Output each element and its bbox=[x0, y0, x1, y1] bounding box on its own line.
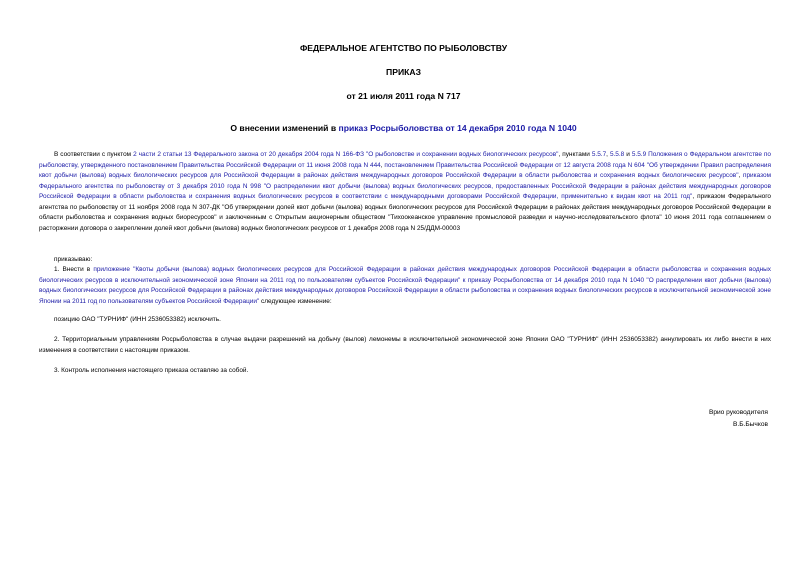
order-date-number: от 21 июля 2011 года N 717 bbox=[346, 91, 461, 101]
preamble-text-5: , bbox=[380, 161, 385, 169]
document-type: ПРИКАЗ bbox=[386, 67, 421, 77]
item-1-paragraph bbox=[39, 265, 771, 307]
signature-block bbox=[709, 407, 768, 431]
signatory-role: Врио руководителя bbox=[708, 409, 768, 416]
position-exclude-line: позицию ОАО "ТУРНИФ" (ИНН 2536053382) исключить. bbox=[54, 316, 221, 323]
link-order-998[interactable]: приказом Федерального агентства по рыболовству от 3 декабря 2010 года N 998 "О распределении квот добычи (вылова) водных биологических ресурсов, предоставленных Российской Федерации в районах действия международных договоров Российской Федерации в области рыболовства и сохранения водных биологических ресурсов в соответствии с международными договорами Российской Федерации, применительно к видам квот на 2011 год" bbox=[39, 172, 771, 200]
item-1-text-2: следующее изменение: bbox=[259, 297, 332, 305]
preamble-text-7: , приказом Федерального агентства по рыболовству от 11 ноября 2008 года N 307-ДК "Об утверждении долей квот добычи (вылова) водных биологических ресурсов для Российской Федерации в районах действия международных договоров Российской Федерации в области рыболовства и сохранения водных биоресурсов" и заключенным с Открытым акционерным обществом "Тихоокеанское управление промысловой разведки и научно-исследовательского флота" 10 июня 2011 года соглашением о расторжении договора о закреплении долей квот добычи (вылова) водных биологических ресурсов от 1 декабря 2008 года N 25/ДДМ-00003 bbox=[39, 193, 771, 232]
link-point-5-5-7[interactable]: 5.5.7 bbox=[591, 151, 607, 158]
title-prefix: О внесении изменений в bbox=[230, 123, 339, 133]
link-regulation-444[interactable]: 5.5.9 Положения о Федеральном агентстве по рыболовству, утвержденного постановлением Правительства Российской Федерации от 11 июня 2008 года N 444 bbox=[39, 151, 772, 169]
title-link[interactable]: приказ Росрыболовства от 14 декабря 2010 года N 1040 bbox=[338, 123, 577, 133]
link-fz-166[interactable]: 2 части 2 статьи 13 Федерального закона от 20 декабря 2004 года N 166-ФЗ "О рыболовстве и сохранении водных биологических ресурсов" bbox=[133, 151, 559, 158]
preamble-text-3: , bbox=[606, 151, 610, 158]
link-appendix-order-1040[interactable]: приложение "Квоты добычи (вылова) водных биологических ресурсов для Российской Федерации в районах действия международных договоров Российской Федерации в области рыболовства и сохранения водных биологических ресурсов в исключительной экономической зоне Японии на 2011 год по пользователям субъектов Российской Федерации" к приказу Росрыболовства от 14 декабря 2010 года N 1040 "О распределении квот добычи (вылова) водных биологических ресурсов для Российской Федерации в районах действия международных договоров Российской Федерации в области рыболовства и сохранения водных биологических ресурсов в исключительной экономической зоне Японии на 2011 год по пользователям субъектов Российской Федерации" bbox=[39, 266, 771, 305]
link-point-5-5-8[interactable]: 5.5.8 bbox=[609, 151, 625, 158]
preamble-text-1: В соответствии с пунктом bbox=[54, 151, 134, 158]
order-title bbox=[0, 123, 807, 134]
order-word: приказываю: bbox=[54, 256, 93, 263]
preamble-paragraph bbox=[39, 150, 771, 234]
link-resolution-604[interactable]: постановлением Правительства Российской Федерации от 12 августа 2008 года N 604 "Об утверждении Правил распределения квот добычи (вылова) водных биологических ресурсов для Российской Федерации в районах действия международных договоров Российской Федерации в области рыболовства и сохранения водных биологических ресурсов" bbox=[39, 161, 772, 179]
item-2-paragraph: 2. Территориальным управлениям Росрыболовства в случае выдачи разрешений на добычу (вылов) лемонемы в исключительной экономической зоне Японии ОАО "ТУРНИФ" (ИНН 2536053382) аннулировать их либо внести в них изменения в соответствии с настоящим приказом. bbox=[39, 336, 771, 354]
preamble-text-4: и bbox=[624, 151, 632, 158]
agency-name: ФЕДЕРАЛЬНОЕ АГЕНТСТВО ПО РЫБОЛОВСТВУ bbox=[299, 43, 508, 53]
preamble-text-6: , bbox=[738, 172, 743, 179]
signatory-name: В.Б.Бычков bbox=[732, 421, 768, 428]
preamble-text-2: , пунктами bbox=[558, 151, 592, 158]
item-1-text-1: 1. Внести в bbox=[54, 266, 94, 273]
item-3-paragraph: 3. Контроль исполнения настоящего приказа оставляю за собой. bbox=[54, 367, 249, 374]
